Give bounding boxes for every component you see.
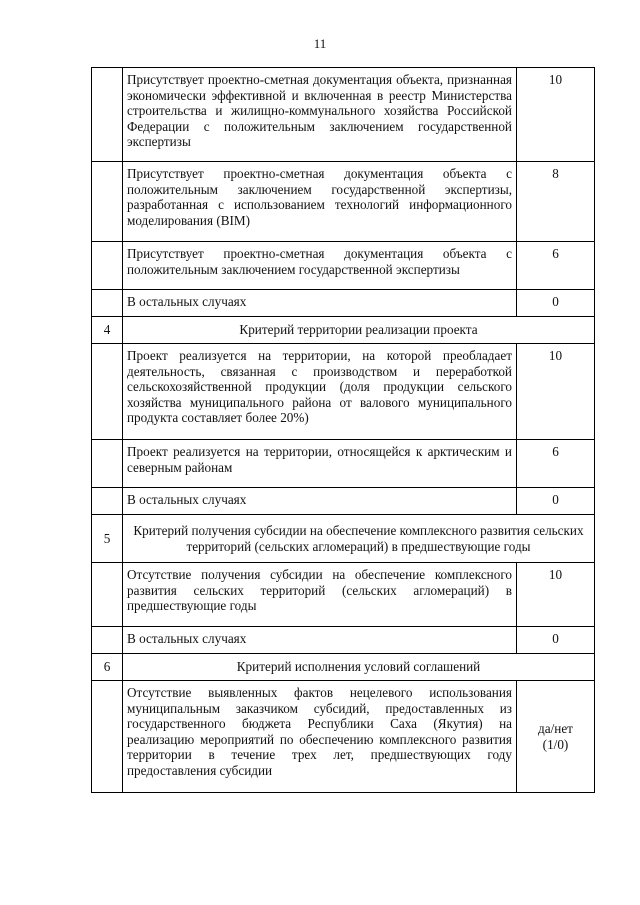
criterion-text: Проект реализуется на территории, относящейся к арктическим и северным районам [123, 440, 517, 488]
criteria-table [91, 67, 595, 793]
score-cell: 10 [517, 563, 595, 627]
table-row [92, 488, 595, 515]
number-cell [92, 68, 123, 162]
score-value-numeric: (1/0) [542, 736, 569, 752]
criterion-text: Присутствует проектно-сметная документация объекта, признанная экономически эффективной и включенная в реестр Министерства строительства и жилищно-коммунального хозяйства Российской Федерации с положительным заключением государственной экспертизы [123, 68, 517, 162]
score-cell: 0 [517, 627, 595, 654]
page-number: 11 [313, 36, 327, 51]
criterion-text: Присутствует проектно-сметная документация объекта с положительным заключением государственной экспертизы [123, 242, 517, 290]
table-row [92, 627, 595, 654]
number-cell [92, 162, 123, 242]
number-cell [92, 290, 123, 317]
table-row [92, 681, 595, 793]
score-cell [517, 681, 595, 793]
table-row [92, 162, 595, 242]
score-cell: 10 [517, 68, 595, 162]
number-cell [92, 563, 123, 627]
number-cell [92, 440, 123, 488]
score-cell: 6 [517, 242, 595, 290]
score-cell: 10 [517, 344, 595, 440]
table-row [92, 290, 595, 317]
section-number: 4 [92, 317, 123, 344]
score-cell: 8 [517, 162, 595, 242]
score-cell: 0 [517, 290, 595, 317]
score-value: да/нет [538, 720, 573, 736]
section-header-row [92, 515, 595, 563]
table-row [92, 344, 595, 440]
table-row [92, 563, 595, 627]
number-cell [92, 681, 123, 793]
number-cell [92, 627, 123, 654]
section-header-row [92, 317, 595, 344]
table-row [92, 440, 595, 488]
criterion-text: В остальных случаях [123, 627, 517, 654]
criterion-text: Отсутствие получения субсидии на обеспечение комплексного развития сельских территорий (сельских агломераций) в предшествующие годы [123, 563, 517, 627]
number-cell [92, 242, 123, 290]
score-cell: 6 [517, 440, 595, 488]
score-cell: 0 [517, 488, 595, 515]
criterion-text: Отсутствие выявленных фактов нецелевого использования муниципальным заказчиком субсидий, предоставленных из государственного бюджета Республики Саха (Якутия) на реализацию мероприятий по обеспечению комплексного развития территории в течение трех лет, предшествующих году предоставления субсидии [123, 681, 517, 793]
criterion-text: В остальных случаях [123, 290, 517, 317]
section-title: Критерий исполнения условий соглашений [123, 654, 595, 681]
criterion-text: В остальных случаях [123, 488, 517, 515]
criterion-text: Проект реализуется на территории, на которой преобладает деятельность, связанная с производством и переработкой сельскохозяйственной продукции (доля продукции сельского хозяйства муниципального района от валового муниципального продукта составляет более 20%) [123, 344, 517, 440]
section-title: Критерий получения субсидии на обеспечение комплексного развития сельских территорий (сельских агломераций) в предшествующие годы [123, 515, 595, 563]
criterion-text: Присутствует проектно-сметная документация объекта с положительным заключением государственной экспертизы, разработанная с использованием технологий информационного моделирования (BIM) [123, 162, 517, 242]
section-title: Критерий территории реализации проекта [123, 317, 595, 344]
section-number: 6 [92, 654, 123, 681]
number-cell [92, 344, 123, 440]
section-header-row [92, 654, 595, 681]
table-row [92, 68, 595, 162]
number-cell [92, 488, 123, 515]
section-number: 5 [92, 515, 123, 563]
table-row [92, 242, 595, 290]
